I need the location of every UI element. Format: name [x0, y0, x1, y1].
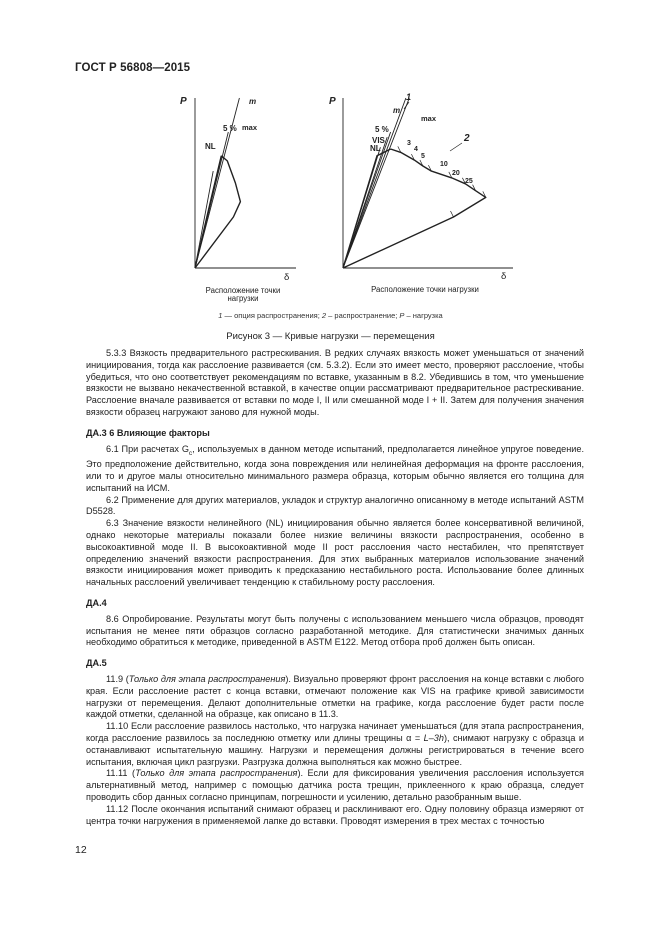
legend-symbol-p: P: [399, 311, 405, 320]
legend-text-1: — опция распространения;: [222, 311, 322, 320]
p61-part-b: , используемых в данном методе испытаний, предполагается линейное упругое поведение. Это предположение действительно, когда зона повреждения или нелинейная деформация на фронте расслоения, или то и другое малы относительно минимального размера образца, которым обычно является его толщина для испытаний на ИСМ.: [86, 443, 584, 493]
p1111-part-b: ). Если для фиксирования увеличения расслоения используется альтернативный метод, например с помощью датчика роста трещин, приклеенного к краю образца, следует проводить сбор данных согласно принципам, погрешности и усилению, детально разобранным выше.: [86, 768, 584, 802]
point-label-5: 5: [421, 153, 425, 160]
p119-italic: Только для этапа распространения: [128, 673, 286, 684]
annotation-1-right: 1: [406, 92, 412, 102]
series-right: [343, 149, 486, 268]
point-label-20: 20: [452, 170, 460, 177]
y-axis-label-right: P: [329, 96, 336, 107]
x-axis-symbol-right: δ: [501, 271, 507, 282]
x-axis-label-left-line1: Расположение точки: [205, 286, 281, 295]
figure-caption: Рисунок 3 — Кривые нагрузки — перемещения: [226, 331, 435, 342]
p1110-italic: L–3h: [423, 732, 444, 743]
paragraph-11-11: [86, 768, 584, 803]
p1111-italic: Только для этапа распространения: [135, 768, 298, 779]
point-label-4: 4: [414, 146, 418, 153]
y-axis-label-left: P: [180, 96, 187, 107]
chart-right: [329, 92, 513, 294]
p1110-part-b: ), снимают нагрузку с образца и останавливают испытательную машину. Нагрузки и перемещения должны регистрироваться в течение всего испытания, включая цикл разгрузки. Разгрузка должна выполняться как можно быстрее.: [86, 732, 584, 767]
leader-2-right: [450, 143, 462, 151]
paragraph-11-10: [86, 721, 584, 768]
point-label-10: 10: [440, 161, 448, 168]
section-heading-da3: ДА.3 6 Влияющие факторы: [86, 427, 210, 438]
curve-propagation-1: [343, 149, 486, 268]
annotation-5pct-right: 5 %: [375, 125, 389, 134]
p119-part-b: ). Визуально проверяют фронт расслоения на конце вставки с любого края. Если расслоение растет с конца вставки, отмечают положение как VIS на графике кривой зависимости нагрузки от перемещения. Делают дополнительные отметки на графике, когда расслоение будет расти после каждой отметки, сделанной на образце, как описано в 11.3.: [86, 673, 584, 720]
annotation-nl-left: NL: [205, 142, 216, 151]
load-displacement-figure: [0, 0, 661, 310]
paragraph-11-9: [86, 674, 584, 721]
paragraph-6-3: 6.3 Значение вязкости нелинейного (NL) инициирования обычно является более консервативной величиной, однако некоторые материалы показали более низкие величины вязкости распространения, особенно в высокоактивной моде II. В высокоактивной моде II рост расслоения часто нестабилен, что препятствует определению значений вязкости распространения. Для этих выбранных материалов использование значений вязкости инициирования может приводить к предсказанию нестабильного роста. Использование более длинных начальных расслоений увеличивает тенденцию к стабильному росту расслоения.: [86, 518, 584, 588]
annotation-2-right: 2: [464, 133, 470, 144]
series-left: [195, 156, 240, 268]
legend-number-2: 2: [321, 311, 327, 320]
document-body: [86, 348, 584, 827]
figure-legend: [0, 311, 661, 320]
point-label-3: 3: [407, 140, 411, 147]
point-label-25: 25: [465, 178, 473, 185]
section-heading-da5: ДА.5: [86, 658, 107, 669]
p1111-part-a: 11.11 (: [106, 768, 136, 779]
p61-subscript: c: [188, 449, 193, 457]
legend-text-2: – распространение;: [326, 311, 400, 320]
reference-line-m-1: [343, 98, 406, 268]
annotation-max-left: max: [242, 123, 258, 132]
p1110-part-a: 11.10 Если расслоение развилось настолько, что нагрузка начинает уменьшаться (для этапа распространения, когда расслоение развилось за последнюю отметку или длины трещины α =: [86, 721, 584, 743]
chart-left: [180, 96, 296, 303]
annotation-m-right: m: [393, 106, 401, 115]
annotation-5pct-left: 5 %: [223, 124, 237, 133]
x-axis-symbol-left: δ: [284, 272, 290, 283]
p61-part-a: 6.1 При расчетах G: [106, 443, 189, 454]
x-axis-label-right: Расположение точки нагрузки: [371, 285, 479, 294]
paragraph-6-1: [86, 444, 584, 495]
legend-text-3: – нагрузка: [404, 311, 443, 320]
p119-part-a: 11.9 (: [106, 673, 129, 684]
crack-mark-tick-8: [451, 211, 454, 217]
x-axis-label-left-line2: нагрузки: [227, 294, 259, 303]
legend-number-1: 1: [218, 311, 223, 320]
annotation-max-right: max: [421, 114, 437, 123]
paragraph-8-6: 8.6 Опробирование. Результаты могут быть получены с использованием меньшего числа образцов, проводят испытания не менее пяти образцов согласно разработанной методике. Для статистически значимых данных необходимо обратиться к методике, приведенной в ASTM E122. Метод отбора проб должен быть описан.: [86, 613, 584, 648]
paragraph-11-12: 11.12 После окончания испытаний снимают образец и расклинивают его. Одну половину образца измеряют от центра точки нагружения в применяемой лапке до вставки. Проводят измерения в трех местах с точностью: [86, 803, 584, 826]
document-standard-header: ГОСТ Р 56808—2015: [75, 62, 191, 74]
leader-1-right: [404, 102, 409, 109]
annotation-m-left: m: [249, 97, 257, 106]
section-heading-da4: ДА.4: [86, 597, 107, 608]
annotation-nl-right: NL: [370, 144, 381, 153]
annotation-vis-right: VIS: [372, 136, 385, 145]
paragraph-6-2: 6.2 Применение для других материалов, укладок и структур аналогично описанному в методе испытаний ASTM D5528.: [86, 494, 584, 517]
page-number: 12: [75, 844, 87, 856]
paragraph-5-3-3: 5.3.3 Вязкость предварительного растрескивания. В редких случаях вязкость может уменьшаться от значений инициирования, тогда как расслоение развивается (см. 5.3.2). Если это имеет место, проверяют расслоение, чтобы убедиться, что оно соответствует рекомендациям по вставке, указанным в 8.2. Убедившись в том, что уменьшение вязкости не вызвано некачественной вставкой, в качестве опции рассматривают предварительное растрескивание. Расслоение вначале развивается от вставки по моде I, II или смешанной моде I + II. Затем для получения значения вязкости образец нагружают заново для нужной моды.: [86, 348, 584, 417]
